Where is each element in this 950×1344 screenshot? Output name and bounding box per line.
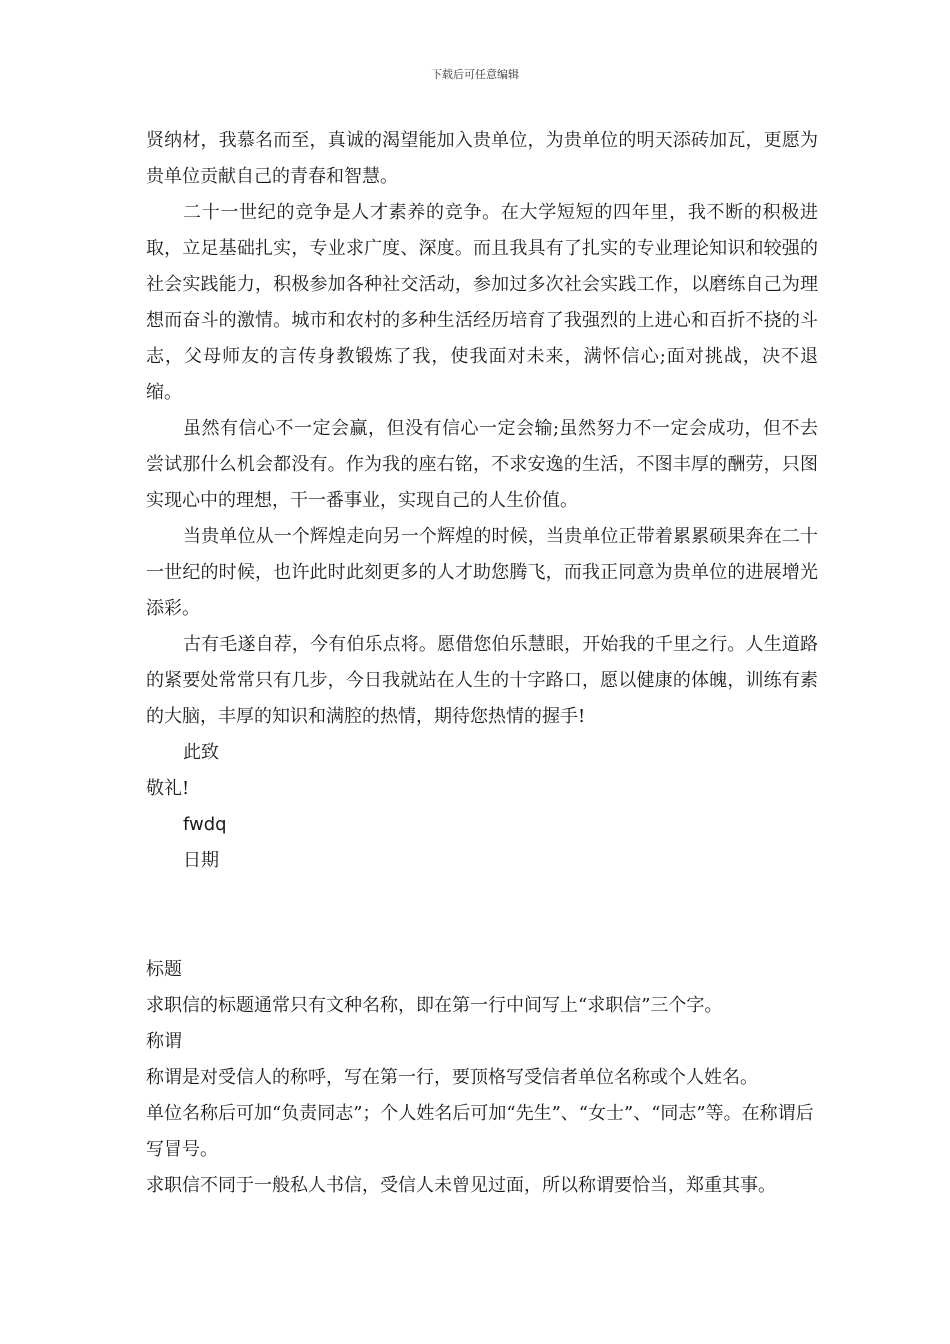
paragraph-2: 二十一世纪的竞争是人才素养的竞争。在大学短短的四年里，我不断的积极进取，立足基础扎实，专业求广度、深度。而且我具有了扎实的专业理论知识和较强的社会实践能力，积极参加各种社交活动，参加过多次社会实践工作，以磨练自己为理想而奋斗的激情。城市和农村的多种生活经历培育了我强烈的上进心和百折不挠的斗志，父母师友的言传身教锻炼了我，使我面对未来，满怀信心;面对挑战，决不退缩。 [146, 202, 818, 403]
paragraph-1: 贤纳材，我慕名而至，真诚的渴望能加入贵单位，为贵单位的明天添砖加瓦，更愿为贵单位贡献自己的青春和智慧。 [146, 130, 818, 187]
guide-salutation-text-3: 求职信不同于一般私人书信，受信人未曾见过面，所以称谓要恰当，郑重其事。 [146, 1175, 776, 1196]
guide-salutation-heading: 称谓 [146, 1031, 182, 1052]
date-line: 日期 [183, 850, 219, 871]
paragraph-4: 当贵单位从一个辉煌走向另一个辉煌的时候，当贵单位正带着累累硕果奔在二十一世纪的时候，也许此时此刻更多的人才助您腾飞，而我正同意为贵单位的进展增光添彩。 [146, 526, 818, 619]
page-header-note: 下载后可任意编辑 [431, 68, 519, 81]
paragraph-3: 虽然有信心不一定会赢，但没有信心一定会输;虽然努力不一定会成功，但不去尝试那什么机会都没有。作为我的座右铭，不求安逸的生活，不图丰厚的酬劳，只图实现心中的理想，干一番事业，实现自己的人生价值。 [146, 418, 818, 511]
writing-guide [146, 952, 818, 1204]
guide-title-heading: 标题 [146, 959, 182, 980]
closing-line-2: 敬礼! [146, 778, 190, 799]
guide-salutation-text-2: 单位名称后可加“负责同志”；个人姓名后可加“先生”、“女士”、“同志”等。在称谓后写冒号。 [146, 1103, 814, 1160]
guide-salutation-text-1: 称谓是对受信人的称呼，写在第一行，要顶格写受信者单位名称或个人姓名。 [146, 1067, 758, 1088]
letter-body [146, 123, 818, 879]
guide-title-text: 求职信的标题通常只有文种名称，即在第一行中间写上“求职信”三个字。 [146, 995, 723, 1016]
paragraph-5: 古有毛遂自荐，今有伯乐点将。愿借您伯乐慧眼，开始我的千里之行。人生道路的紧要处常常只有几步，今日我就站在人生的十字路口，愿以健康的体魄，训练有素的大脑，丰厚的知识和满腔的热情，期待您热情的握手! [146, 634, 818, 727]
signature: fwdq [183, 814, 227, 835]
closing-line-1: 此致 [183, 742, 219, 763]
